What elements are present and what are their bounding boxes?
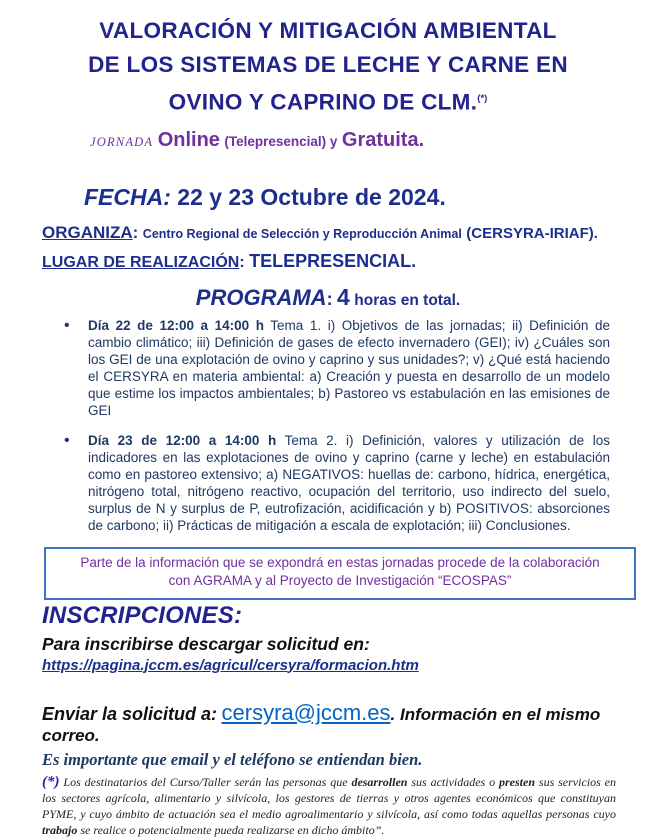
footnote-marker: (*)	[42, 773, 60, 790]
footnote	[42, 774, 616, 838]
inscripciones-heading: INSCRIPCIONES:	[42, 601, 243, 629]
jornada-online: Online	[157, 128, 220, 151]
footnote-bold: trabajo	[42, 822, 78, 837]
programa-hours-number: 4	[337, 283, 350, 310]
organiza-acronym: (CERSYRA-IRIAF).	[466, 224, 598, 242]
fecha-label: FECHA:	[84, 183, 171, 210]
programa-hours-text: horas en total.	[354, 291, 461, 309]
footnote-text: sus servicios en los sectores agrícola, alimentario y silvícola, los gestores de tierras y otros agentes económicos que constituyan PYME, y cuyo ámbito de actuación sea el medio agroalimentario y silvícola, así como todas aquellas personas cuyo	[42, 774, 617, 821]
page-title	[40, 14, 616, 120]
note-line-1: Parte de la información que se expondrá en estas jornadas procede de la colaboración	[80, 554, 600, 570]
send-instruction-line	[42, 700, 656, 746]
programa-label: PROGRAMA	[195, 284, 327, 310]
programa-colon: :	[326, 288, 333, 309]
footnote-bold: presten	[499, 774, 536, 789]
jornada-mode: (Telepresencial) y	[224, 133, 338, 149]
send-label: Enviar la solicitud a:	[42, 703, 218, 724]
organiza-line	[42, 223, 656, 243]
title-line-2: DE LOS SISTEMAS DE LECHE Y CARNE EN	[88, 52, 568, 77]
download-instruction: Para inscribirse descargar solicitud en:	[42, 633, 370, 654]
jornada-label: JORNADA	[90, 134, 154, 149]
footnote-bold: desarrollen	[351, 774, 408, 789]
agenda-day: Día 23 de 12:00 a 14:00 h	[88, 432, 277, 448]
title-line-3: OVINO Y CAPRINO DE CLM.(*)	[168, 89, 488, 115]
footnote-text: Los destinatarios del Curso/Taller serán las personas que	[59, 774, 352, 789]
download-link[interactable]: https://pagina.jccm.es/agricul/cersyra/formacion.htm	[42, 656, 419, 674]
lugar-value: TELEPRESENCIAL.	[249, 250, 417, 271]
organiza-label: ORGANIZA	[42, 222, 133, 242]
agenda-text: Tema 2. i) Definición, valores y utilización de los indicadores en las explotaciones de ovino y caprino (carne y leche) en estabulación como en pastoreo extensivo; a) NEGATIVOS: huellas de: carbono, hídrica, energética, nitrógeno total, nitrógeno reactivo, ocupación del territorio, uso indirecto del suelo, surplus de N y surplus de P, eutrofización, acidificación y b) POSITIVOS: absorciones de carbono; ii) Prácticas de mitigación a escala de explotación; iii) Conclusiones.	[88, 432, 610, 533]
organiza-value: Centro Regional de Selección y Reproducción Animal	[142, 226, 462, 241]
note-line-2: con AGRAMA y al Proyecto de Investigación “ECOSPAS”	[168, 573, 512, 588]
download-link-line	[42, 657, 656, 674]
send-suffix: . Información en el mismo correo.	[42, 704, 601, 745]
email-link[interactable]: cersyra@jccm.es	[221, 699, 391, 725]
lugar-colon: :	[239, 253, 245, 271]
agenda-text: Tema 1. i) Objetivos de las jornadas; ii) Definición de cambio climático; iii) Definición de gases de efecto invernadero (GEI); iv) ¿Cuáles son los GEI de una explotación de ovino y caprino y sus unidades?; v) ¿Qué está haciendo el CERSYRA en materia ambiental: a) Creación y puesta en desarrollo de un modelo que estime los impactos ambientales; b) Pastoreo vs estabulación en las emisiones de GEI	[88, 317, 610, 418]
important-note: Es importante que email y el teléfono se entiendan bien.	[42, 749, 423, 769]
fecha-value: 22 y 23 Octubre de 2024.	[177, 183, 446, 210]
document-page	[0, 14, 656, 838]
jornada-gratuita: Gratuita.	[341, 128, 425, 151]
agenda-list	[62, 317, 610, 534]
collaboration-note-box	[44, 547, 636, 600]
footnote-text: se realice o potencialmente pueda realizarse en dicho ámbito”.	[77, 822, 385, 837]
programa-heading	[0, 284, 656, 311]
jornada-line	[90, 129, 656, 152]
title-line-1: VALORACIÓN Y MITIGACIÓN AMBIENTAL	[99, 18, 557, 43]
lugar-label: LUGAR DE REALIZACIÓN	[42, 253, 240, 271]
agenda-item-day22	[88, 317, 610, 419]
agenda-day: Día 22 de 12:00 a 14:00 h	[88, 317, 264, 333]
fecha-line	[84, 184, 656, 211]
title-footnote-marker: (*)	[477, 93, 488, 104]
agenda-item-day23	[88, 432, 610, 534]
footnote-text: sus actividades o	[407, 774, 500, 789]
organiza-colon: :	[132, 222, 139, 242]
lugar-line	[42, 251, 656, 272]
